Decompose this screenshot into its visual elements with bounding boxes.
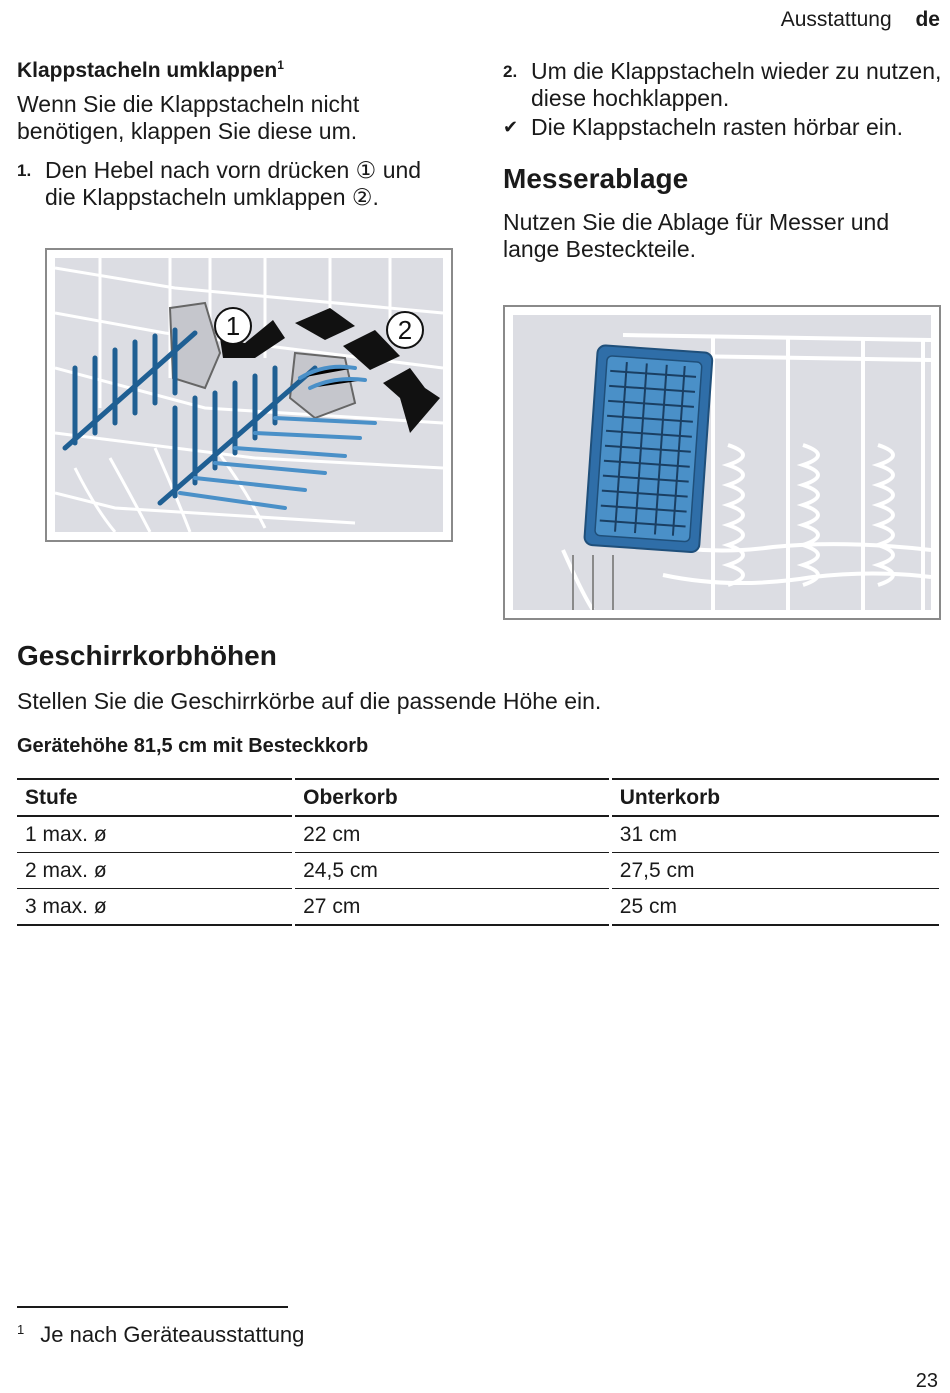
- page-number: 23: [915, 1370, 938, 1392]
- header-section: Ausstattung: [780, 8, 892, 31]
- geschirrkorb-text: Stellen Sie die Geschirrkörbe auf die passende Höhe ein.: [17, 688, 602, 714]
- step-text: Um die Klappstacheln wieder zu nutzen, diese hochklappen.: [531, 58, 942, 111]
- figure-label-1: 1: [225, 311, 241, 341]
- result-text: Die Klappstacheln rasten hörbar ein.: [531, 114, 904, 140]
- table-cell: 22 cm: [294, 816, 611, 853]
- left-column: [17, 58, 457, 213]
- table-cell: 1 max. ø: [17, 816, 294, 853]
- col-header-stufe: Stufe: [17, 779, 294, 816]
- right-column: [503, 58, 943, 275]
- check-icon: ✔: [503, 117, 519, 137]
- section-heading-geschirrkorbhoehen: Geschirrkorbhöhen: [17, 640, 277, 671]
- table-cell: 27,5 cm: [610, 853, 939, 889]
- table-cell: 3 max. ø: [17, 889, 294, 926]
- step-number: 1.: [17, 161, 32, 180]
- table-header-row: [17, 779, 939, 816]
- table-cell: 2 max. ø: [17, 853, 294, 889]
- footnote-mark: 1: [17, 1322, 25, 1337]
- table-cell: 24,5 cm: [294, 853, 611, 889]
- figure-label-2: 2: [397, 315, 413, 345]
- table-cell: 31 cm: [610, 816, 939, 853]
- table-row: [17, 853, 939, 889]
- col-header-oberkorb: Oberkorb: [294, 779, 611, 816]
- section-heading-klappstacheln: Klappstacheln umklappen$^1$: [17, 58, 284, 82]
- table-cell: 27 cm: [294, 889, 611, 926]
- table-title: Gerätehöhe 81,5 cm mit Besteckkorb: [17, 735, 369, 757]
- header-lang: de: [915, 8, 940, 31]
- table-row: [17, 889, 939, 926]
- height-table: [17, 778, 939, 926]
- table-cell: 25 cm: [610, 889, 939, 926]
- footnote-text: Je nach Geräteausstattung: [40, 1322, 305, 1347]
- footnote: [17, 1322, 304, 1348]
- step-text: Den Hebel nach vorn drücken ① und die Klappstacheln umklappen ②.: [45, 157, 422, 210]
- page-header: [781, 8, 940, 32]
- figure-klappstacheln: [45, 248, 453, 542]
- step-number: 2.: [503, 62, 518, 81]
- messerablage-text: Nutzen Sie die Ablage für Messer und lange Besteckteile.: [503, 209, 890, 262]
- col-header-unterkorb: Unterkorb: [610, 779, 939, 816]
- table-row: [17, 816, 939, 853]
- step-result: [503, 114, 943, 141]
- footnote-ref: 1: [277, 58, 284, 72]
- footnote-divider: [17, 1306, 288, 1308]
- section-geschirrkorbhoehen: [17, 640, 939, 926]
- figure-messerablage: [503, 305, 941, 620]
- section-heading-messerablage: Messerablage: [503, 163, 689, 194]
- step-2: [503, 58, 943, 112]
- step-1: [17, 157, 457, 211]
- intro-text: Wenn Sie die Klappstacheln nicht benötigen, klappen Sie diese um.: [17, 91, 360, 144]
